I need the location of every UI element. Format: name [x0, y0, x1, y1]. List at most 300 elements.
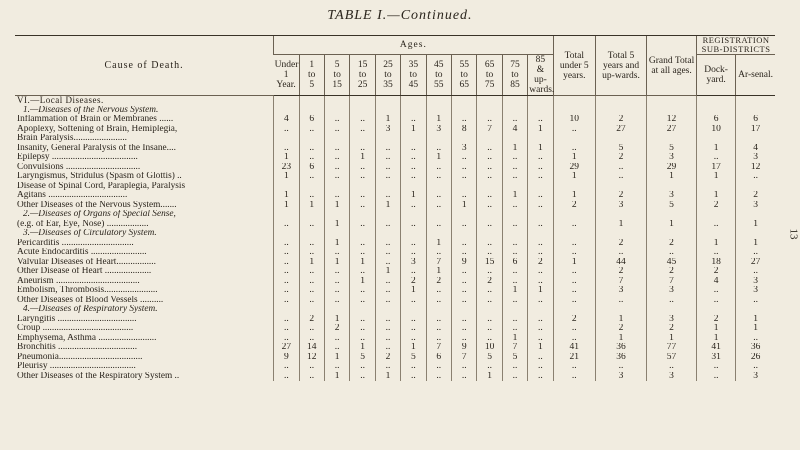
- table-cell: ..: [350, 144, 375, 154]
- table-cell: ..: [401, 334, 426, 344]
- table-cell: ..: [350, 239, 375, 249]
- age-group-mid: to: [333, 70, 341, 80]
- table-cell: 1: [426, 267, 451, 277]
- cause-label: Brain Paralysis.......................: [17, 134, 128, 143]
- table-cell: 1: [528, 125, 553, 135]
- table-cell: 2: [697, 201, 736, 211]
- table-cell: 3: [647, 191, 697, 201]
- cause-label: 3.—Diseases of Circulatory System.: [23, 229, 157, 238]
- table-cell: ..: [426, 372, 451, 382]
- table-cell: ..: [502, 201, 527, 211]
- table-cell: ..: [274, 125, 299, 135]
- table-cell: [502, 106, 527, 116]
- table-cell: [274, 182, 299, 192]
- table-cell: ..: [274, 334, 299, 344]
- table-cell: ..: [553, 296, 595, 306]
- table-row: [15, 315, 775, 325]
- table-cell: ..: [350, 362, 375, 372]
- table-cell: 1: [647, 220, 697, 230]
- table-cell: ..: [502, 296, 527, 306]
- table-cell: ..: [375, 277, 400, 287]
- age-group-top: Under: [274, 60, 299, 70]
- table-cell: ..: [451, 115, 476, 125]
- table-cell: 12: [299, 353, 324, 363]
- table-cell: ..: [477, 334, 502, 344]
- table-cell: 1: [350, 277, 375, 287]
- table-cell: ..: [553, 277, 595, 287]
- table-cell: ..: [451, 220, 476, 230]
- age-group-top: 65: [484, 60, 495, 70]
- table-cell: [553, 229, 595, 239]
- cause-label: Other Disease of Heart ....................: [17, 267, 152, 276]
- table-cell: ..: [426, 220, 451, 230]
- age-group-mid: to: [409, 70, 418, 80]
- table-cell: ..: [647, 362, 697, 372]
- table-cell: 1: [401, 343, 426, 353]
- cause-label: Aneurism ....................................: [17, 276, 140, 286]
- table-cell: 29: [647, 163, 697, 173]
- cause-label: Agitans ..................................: [17, 191, 128, 200]
- table-cell: 5: [595, 144, 646, 154]
- table-cell: 44: [595, 258, 646, 268]
- table-cell: [477, 210, 502, 220]
- table-cell: [324, 134, 349, 144]
- cause-label: VI.—Local Diseases.: [17, 95, 104, 105]
- table-cell: [401, 229, 426, 239]
- table-cell: 7: [426, 343, 451, 353]
- table-row: [15, 125, 775, 135]
- table-cell: ..: [401, 153, 426, 163]
- table-cell: [528, 134, 553, 144]
- table-cell: ..: [595, 248, 646, 258]
- table-cell: ..: [451, 372, 476, 382]
- age-group-bot: 85: [510, 80, 520, 90]
- total-under5-header: Total under 5 years.: [553, 36, 595, 96]
- age-group-top: 35: [408, 60, 419, 70]
- table-cell: 2: [528, 258, 553, 268]
- table-cell: ..: [477, 248, 502, 258]
- table-cell: ..: [324, 277, 349, 287]
- table-cell: 1: [528, 343, 553, 353]
- table-cell: ..: [375, 144, 400, 154]
- table-cell: 1: [324, 239, 349, 249]
- table-row: [15, 172, 775, 182]
- table-cell: 77: [647, 343, 697, 353]
- table-row: [15, 324, 775, 334]
- table-cell: [502, 96, 527, 106]
- table-row: [15, 182, 775, 192]
- table-cell: ..: [324, 334, 349, 344]
- table-cell: [274, 305, 299, 315]
- table-cell: ..: [375, 191, 400, 201]
- table-cell: [274, 210, 299, 220]
- table-cell: ..: [274, 315, 299, 325]
- table-cell: [553, 182, 595, 192]
- table-cell: ..: [426, 286, 451, 296]
- table-cell: [299, 229, 324, 239]
- table-cell: ..: [697, 153, 736, 163]
- table-cell: 2: [375, 353, 400, 363]
- table-cell: [451, 134, 476, 144]
- table-cell: [697, 106, 736, 116]
- table-cell: [736, 229, 775, 239]
- table-cell: 2: [595, 153, 646, 163]
- table-cell: [375, 210, 400, 220]
- age-group-mid: & up-: [534, 65, 547, 85]
- table-cell: ..: [375, 315, 400, 325]
- table-cell: ..: [451, 248, 476, 258]
- table-cell: 3: [736, 201, 775, 211]
- table-cell: 5: [647, 144, 697, 154]
- cause-label: Laryngismus, Stridulus (Spasm of Glottis) ..: [17, 172, 182, 181]
- table-cell: ..: [697, 362, 736, 372]
- table-cell: ..: [299, 324, 324, 334]
- table-cell: 1: [697, 324, 736, 334]
- table-cell: ..: [502, 362, 527, 372]
- table-cell: ..: [426, 191, 451, 201]
- table-cell: ..: [350, 191, 375, 201]
- table-cell: [477, 229, 502, 239]
- table-cell: 2: [595, 239, 646, 249]
- table-cell: ..: [647, 296, 697, 306]
- mortality-table: [15, 35, 775, 381]
- table-row: [15, 343, 775, 353]
- table-cell: 2: [426, 277, 451, 287]
- table-cell: ..: [528, 372, 553, 382]
- table-cell: ..: [528, 163, 553, 173]
- table-cell: ..: [553, 239, 595, 249]
- age-group-bot: 5: [309, 80, 315, 90]
- table-cell: [274, 134, 299, 144]
- cause-label: Other Diseases of the Respiratory System ..: [17, 371, 180, 381]
- table-row: [15, 229, 775, 239]
- table-cell: ..: [451, 239, 476, 249]
- table-cell: [324, 106, 349, 116]
- table-cell: ..: [350, 267, 375, 277]
- table-cell: 1: [528, 144, 553, 154]
- table-cell: 3: [736, 372, 775, 382]
- cause-label: 4.—Diseases of Respiratory System.: [23, 305, 158, 314]
- table-row: [15, 96, 775, 106]
- table-cell: ..: [736, 172, 775, 182]
- table-cell: 1: [595, 334, 646, 344]
- table-cell: 1: [350, 153, 375, 163]
- table-cell: [350, 182, 375, 192]
- dockyard-header: Dock-yard.: [697, 55, 736, 96]
- table-cell: ..: [274, 296, 299, 306]
- table-cell: 1: [324, 220, 349, 230]
- table-cell: [647, 96, 697, 106]
- table-cell: [595, 305, 646, 315]
- table-cell: ..: [477, 220, 502, 230]
- table-cell: 3: [595, 372, 646, 382]
- table-cell: ..: [350, 372, 375, 382]
- table-cell: [375, 305, 400, 315]
- table-row: [15, 153, 775, 163]
- table-cell: ..: [324, 172, 349, 182]
- cause-label: Emphysema, Asthma .........................: [17, 333, 157, 343]
- table-cell: ..: [553, 220, 595, 230]
- table-cell: [647, 106, 697, 116]
- age-group-bot: 75: [484, 80, 495, 90]
- table-cell: [299, 106, 324, 116]
- table-cell: 23: [274, 163, 299, 173]
- table-cell: 8: [451, 125, 476, 135]
- table-cell: 1: [502, 286, 527, 296]
- table-cell: 1: [595, 220, 646, 230]
- table-cell: 1: [736, 239, 775, 249]
- table-cell: ..: [375, 220, 400, 230]
- cause-label: Apoplexy, Softening of Brain, Hemiplegia,: [17, 124, 178, 134]
- table-cell: 1: [553, 153, 595, 163]
- age-group-mid: to: [511, 70, 519, 80]
- table-row: [15, 248, 775, 258]
- age-group-bot: 55: [434, 80, 444, 90]
- table-cell: ..: [451, 324, 476, 334]
- table-cell: ..: [451, 172, 476, 182]
- table-cell: ..: [477, 144, 502, 154]
- table-cell: ..: [502, 315, 527, 325]
- table-cell: [647, 182, 697, 192]
- age-group-header: [502, 55, 527, 96]
- table-cell: [401, 134, 426, 144]
- table-cell: ..: [401, 201, 426, 211]
- table-cell: [426, 182, 451, 192]
- age-group-bot: Year.: [276, 80, 296, 90]
- table-cell: [375, 134, 400, 144]
- table-cell: ..: [401, 296, 426, 306]
- table-cell: ..: [553, 324, 595, 334]
- table-cell: ..: [595, 296, 646, 306]
- grand-total-header: Grand Total at all ages.: [647, 36, 697, 96]
- table-cell: ..: [528, 220, 553, 230]
- table-cell: ..: [477, 315, 502, 325]
- cause-label: Inflammation of Brain or Membranes ......: [17, 115, 174, 124]
- table-cell: ..: [324, 191, 349, 201]
- table-cell: [477, 106, 502, 116]
- table-cell: [595, 182, 646, 192]
- table-row: [15, 286, 775, 296]
- table-cell: ..: [375, 296, 400, 306]
- table-cell: 1: [553, 172, 595, 182]
- table-cell: [426, 210, 451, 220]
- table-cell: [401, 96, 426, 106]
- table-cell: 3: [401, 258, 426, 268]
- table-cell: ..: [274, 248, 299, 258]
- cause-label: (e.g. of Ear, Eye, Nose) ..................: [17, 219, 149, 229]
- table-cell: ..: [451, 153, 476, 163]
- table-cell: ..: [401, 324, 426, 334]
- table-cell: ..: [274, 220, 299, 230]
- table-cell: ..: [736, 267, 775, 277]
- table-cell: 10: [697, 125, 736, 135]
- table-cell: ..: [528, 362, 553, 372]
- table-cell: ..: [299, 267, 324, 277]
- table-cell: [697, 134, 736, 144]
- age-group-header: [426, 55, 451, 96]
- age-group-bot: 15: [332, 80, 342, 90]
- table-cell: ..: [426, 315, 451, 325]
- table-cell: ..: [274, 239, 299, 249]
- table-cell: [401, 210, 426, 220]
- table-cell: ..: [426, 201, 451, 211]
- table-cell: ..: [528, 296, 553, 306]
- total-5up-header: Total 5 years and up-wards.: [595, 36, 646, 96]
- table-cell: 36: [595, 343, 646, 353]
- table-row: [15, 210, 775, 220]
- table-row: [15, 267, 775, 277]
- table-row: [15, 362, 775, 372]
- table-cell: 3: [736, 153, 775, 163]
- table-body: [15, 96, 775, 382]
- table-cell: 1: [553, 191, 595, 201]
- table-cell: ..: [502, 220, 527, 230]
- table-cell: [697, 229, 736, 239]
- table-cell: [736, 96, 775, 106]
- cause-label: Laryngitis ..................................: [17, 314, 137, 324]
- table-cell: ..: [375, 286, 400, 296]
- table-row: [15, 353, 775, 363]
- table-cell: 1: [426, 153, 451, 163]
- table-cell: ..: [350, 296, 375, 306]
- age-group-top: 75: [510, 60, 520, 70]
- table-cell: [502, 182, 527, 192]
- table-row: [15, 220, 775, 230]
- table-cell: ..: [299, 191, 324, 201]
- table-cell: ..: [451, 191, 476, 201]
- table-cell: [299, 134, 324, 144]
- age-group-mid: to: [358, 70, 367, 80]
- table-cell: [697, 182, 736, 192]
- table-cell: 1: [324, 315, 349, 325]
- table-cell: [595, 96, 646, 106]
- table-cell: 4: [697, 277, 736, 287]
- table-cell: ..: [350, 334, 375, 344]
- table-cell: 1: [502, 144, 527, 154]
- table-cell: ..: [401, 315, 426, 325]
- table-cell: ..: [736, 248, 775, 258]
- table-cell: ..: [274, 258, 299, 268]
- table-cell: ..: [299, 286, 324, 296]
- table-cell: ..: [350, 201, 375, 211]
- table-cell: 1: [324, 353, 349, 363]
- table-cell: ..: [528, 201, 553, 211]
- table-cell: ..: [451, 362, 476, 372]
- table-cell: [375, 182, 400, 192]
- table-cell: ..: [274, 362, 299, 372]
- table-cell: ..: [375, 343, 400, 353]
- table-cell: 2: [553, 201, 595, 211]
- table-cell: 2: [647, 267, 697, 277]
- table-cell: ..: [502, 172, 527, 182]
- age-group-bot: 65: [459, 80, 469, 90]
- table-cell: 1: [350, 343, 375, 353]
- table-cell: [426, 305, 451, 315]
- cause-label: Other Diseases of the Nervous System.......: [17, 200, 177, 210]
- table-cell: ..: [274, 286, 299, 296]
- table-cell: [553, 134, 595, 144]
- table-cell: ..: [350, 163, 375, 173]
- table-cell: 1: [375, 201, 400, 211]
- table-cell: 1: [697, 191, 736, 201]
- table-cell: [595, 134, 646, 144]
- table-cell: 1: [736, 315, 775, 325]
- table-cell: ..: [528, 172, 553, 182]
- table-cell: ..: [375, 153, 400, 163]
- table-row: [15, 239, 775, 249]
- table-cell: ..: [299, 144, 324, 154]
- table-cell: ..: [477, 172, 502, 182]
- table-cell: 1: [426, 115, 451, 125]
- table-cell: 1: [324, 258, 349, 268]
- table-cell: ..: [502, 324, 527, 334]
- table-cell: ..: [553, 125, 595, 135]
- table-title: TABLE I.—Continued.: [327, 8, 473, 23]
- table-cell: ..: [375, 163, 400, 173]
- table-cell: [697, 210, 736, 220]
- table-cell: ..: [553, 362, 595, 372]
- table-cell: 2: [299, 315, 324, 325]
- cause-label: Epilepsy .....................................: [17, 153, 138, 162]
- table-cell: [595, 106, 646, 116]
- table-cell: 3: [647, 315, 697, 325]
- table-cell: ..: [401, 172, 426, 182]
- table-cell: [553, 305, 595, 315]
- table-cell: [274, 106, 299, 116]
- table-cell: ..: [528, 267, 553, 277]
- table-cell: 1: [401, 286, 426, 296]
- table-cell: 9: [274, 353, 299, 363]
- table-cell: ..: [553, 248, 595, 258]
- table-cell: [736, 106, 775, 116]
- age-group-top: 55: [459, 60, 469, 70]
- table-cell: 1: [375, 115, 400, 125]
- table-cell: ..: [595, 362, 646, 372]
- table-cell: ..: [477, 362, 502, 372]
- age-group-top: 5: [334, 60, 340, 70]
- table-cell: ..: [528, 315, 553, 325]
- table-cell: 10: [477, 343, 502, 353]
- table-cell: 1: [451, 201, 476, 211]
- cause-label: Valvular Diseases of Heart.................: [17, 257, 156, 267]
- cause-label: Acute Endocarditis ........................: [17, 248, 147, 257]
- table-cell: ..: [350, 315, 375, 325]
- arsenal-header: Ar-senal.: [736, 55, 775, 96]
- table-cell: ..: [324, 163, 349, 173]
- table-cell: 2: [697, 315, 736, 325]
- table-cell: 1: [595, 315, 646, 325]
- age-group-header: [324, 55, 349, 96]
- table-cell: ..: [528, 277, 553, 287]
- table-cell: 1: [350, 258, 375, 268]
- table-cell: [528, 210, 553, 220]
- cause-label: Embolism, Thrombosis.......................: [17, 286, 158, 295]
- table-cell: ..: [324, 286, 349, 296]
- table-cell: 3: [647, 372, 697, 382]
- table-cell: ..: [528, 334, 553, 344]
- table-cell: ..: [375, 324, 400, 334]
- table-cell: 12: [647, 115, 697, 125]
- table-cell: ..: [451, 296, 476, 306]
- table-cell: 57: [647, 353, 697, 363]
- cause-label: Bronchitis ..................................: [17, 343, 138, 352]
- table-cell: 7: [502, 343, 527, 353]
- table-cell: 14: [299, 343, 324, 353]
- table-cell: 29: [553, 163, 595, 173]
- table-cell: 1: [401, 191, 426, 201]
- table-cell: ..: [477, 163, 502, 173]
- age-group-bot: 25: [357, 80, 368, 90]
